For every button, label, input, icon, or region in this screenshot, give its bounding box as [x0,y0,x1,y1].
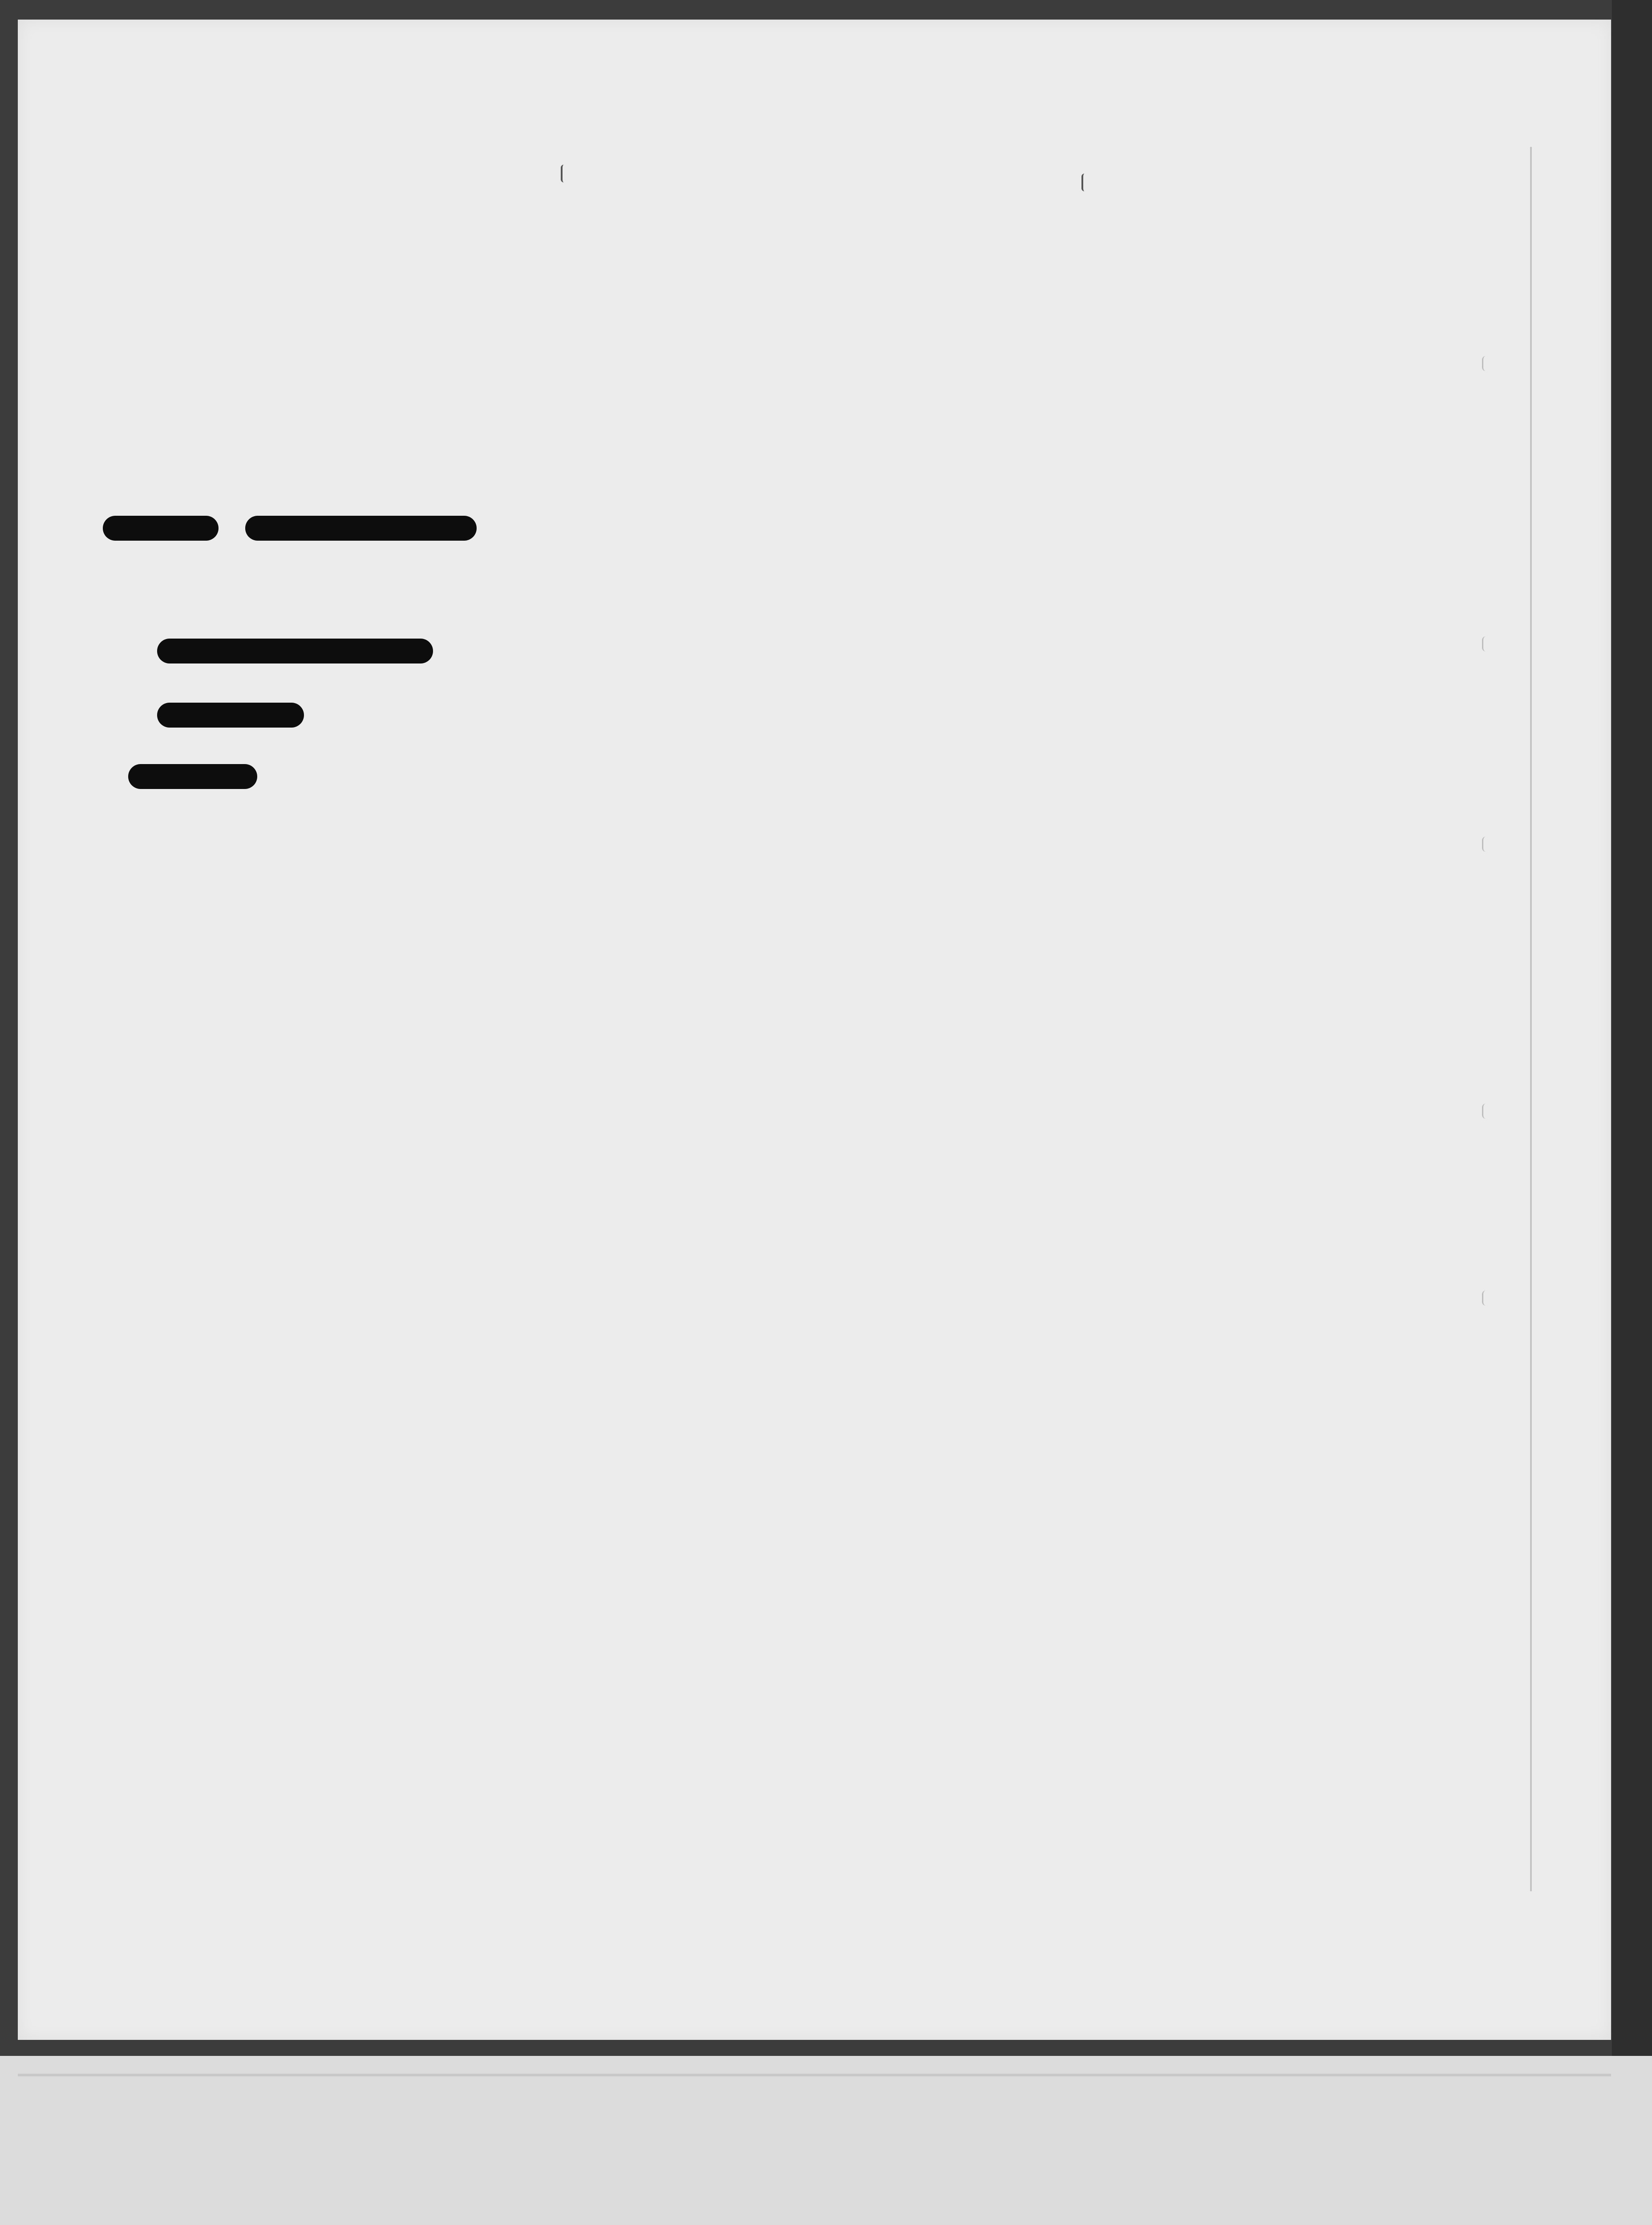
redaction [157,703,304,728]
redaction [157,639,433,663]
g-item-7 [91,1504,111,1533]
section-f-line-5 [125,761,261,789]
document-page [18,20,1611,2040]
section-f-line-3 [134,635,437,664]
area-line [79,450,99,479]
section-f-line-1 [79,513,480,541]
section-f-line-4 [134,700,308,728]
hole-mark [1482,1104,1490,1119]
hole-mark [1482,1290,1490,1306]
stray-mark [1081,174,1088,191]
hole-mark [1482,636,1490,651]
redaction [245,516,477,541]
stray-mark [561,165,567,182]
redaction [128,764,257,789]
hole-mark [1482,837,1490,852]
film-edge [1612,0,1652,2056]
hole-mark [1482,356,1490,371]
redaction [103,516,219,541]
sheet-edge [18,2074,1611,2076]
margin-rule [1530,147,1532,1891]
underlying-sheet [0,2056,1652,2225]
